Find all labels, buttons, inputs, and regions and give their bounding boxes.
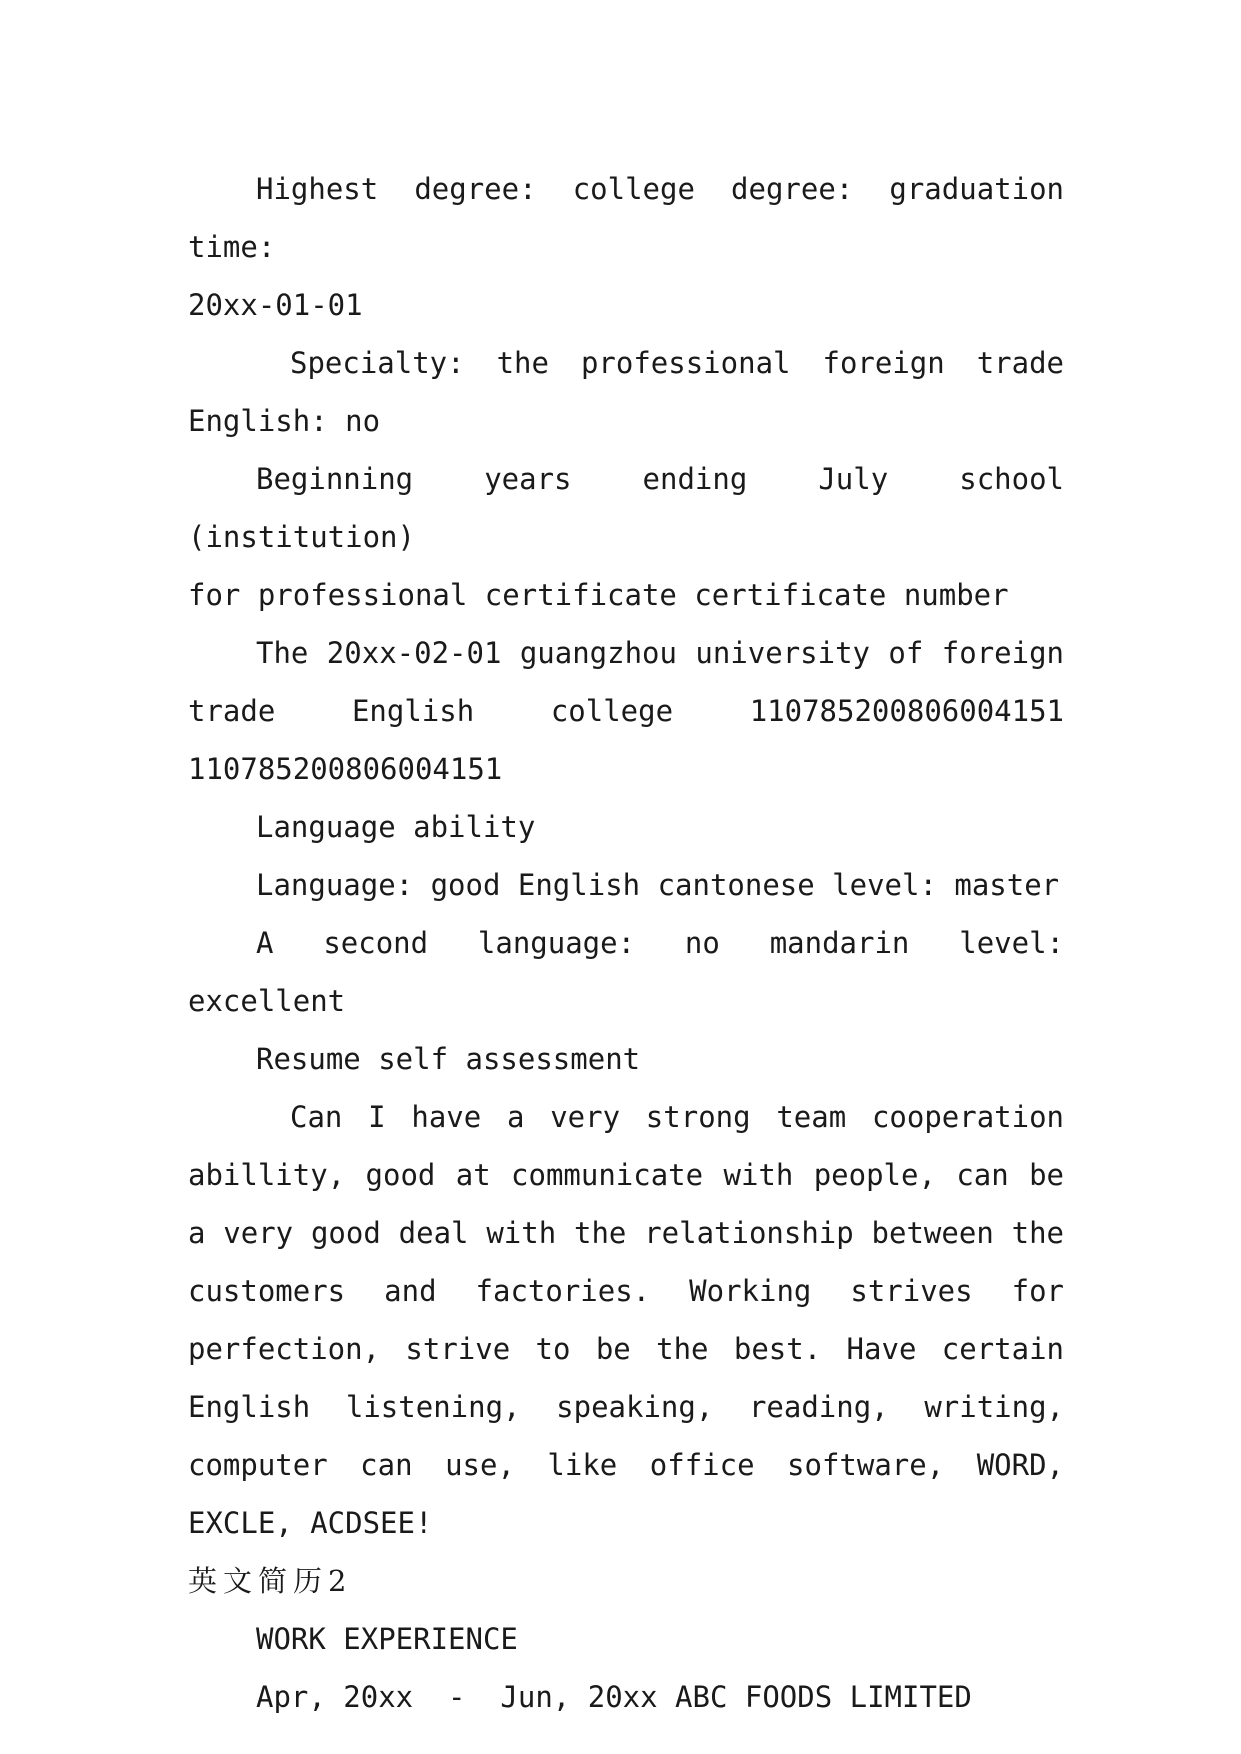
self-assessment-paragraph: Can I have a very strong team cooperation abillity, good at communicate with people, can be a very good deal with the relationship between the customers and factories. Working strives for perfection, strive to be the best. Have certain English listening, speaking, reading, writing, computer can use, like office software, WORD, EXCLE, ACDSEE! <box>188 1100 1064 1540</box>
self-assessment-heading: Resume self assessment <box>256 1042 641 1076</box>
education-header-line-2: for professional certificate certificate number <box>188 578 1009 612</box>
graduation-date: 20xx-01-01 <box>188 288 363 322</box>
education-word-college: college <box>550 694 674 728</box>
education-entry-line-1: The 20xx-02-01 guangzhou university of foreign <box>256 636 1064 670</box>
language-line: Language: good English cantonese level: master <box>256 868 1060 902</box>
section-heading-cn: 英文简历2 <box>188 1564 353 1598</box>
work-experience-heading: WORK EXPERIENCE <box>256 1622 518 1656</box>
specialty-value: English: no <box>188 404 381 438</box>
second-language-line: A second language: no mandarin level: excellent <box>188 926 1064 1018</box>
specialty-line: Specialty: the professional foreign trade <box>290 346 1064 380</box>
education-entry-line-3: 110785200806004151 <box>188 752 503 786</box>
education-header-line-1: Beginning years ending July school (institution) <box>188 462 1064 554</box>
education-entry-line-2 <box>188 682 1064 740</box>
certificate-number: 110785200806004151 <box>749 694 1064 728</box>
language-ability-heading: Language ability <box>256 810 536 844</box>
education-word-trade: trade <box>188 694 276 728</box>
highest-degree-line: Highest degree: college degree: graduation time: <box>188 172 1064 264</box>
work-entry: Apr, 20xx - Jun, 20xx ABC FOODS LIMITED <box>256 1680 972 1714</box>
resume-text-body <box>188 160 1064 1726</box>
education-word-english: English <box>351 694 475 728</box>
